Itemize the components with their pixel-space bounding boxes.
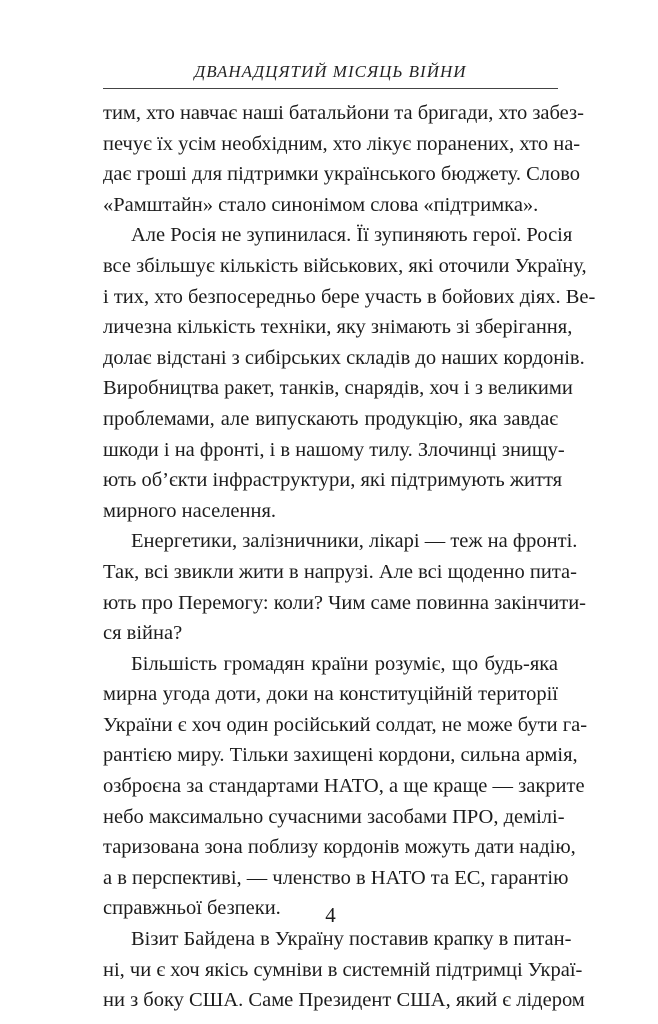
text-line: таризована зона поблизу кордонів можуть дати надію, <box>103 836 576 859</box>
text-line: Так, всі звикли жити в напрузі. Але всі щоденно пита- <box>103 560 577 583</box>
text-line: печує їх усім необхідним, хто лікує поранених, хто на- <box>103 132 581 155</box>
text-line: рантією миру. Тільки захищені кордони, сильна армія, <box>103 744 578 767</box>
text-line: долає відстані з сибірських складів до наших кордонів. <box>103 346 585 369</box>
paragraph <box>103 649 588 924</box>
paragraph <box>103 924 585 1016</box>
text-line: Енергетики, залізничники, лікарі — теж на фронті. <box>131 530 578 553</box>
text-line: ють про Перемогу: коли? Чим саме повинна закінчити- <box>103 591 587 614</box>
text-line: мирного населення. <box>103 499 277 522</box>
text-line: України є хоч один російський солдат, не може бути га- <box>103 713 588 736</box>
text-line: Більшість громадян країни розуміє, що будь-яка <box>131 652 558 675</box>
header-rule <box>103 88 558 89</box>
paragraph <box>103 526 587 648</box>
text-line: Але Росія не зупинилася. Її зупиняють герої. Росія <box>131 224 573 247</box>
paragraph <box>103 220 596 526</box>
text-line: шкоди і на фронті, і в нашому тилу. Злочинці знищу- <box>103 438 565 461</box>
text-line: личезна кількість техніки, яку знімають зі зберігання, <box>103 316 573 339</box>
text-line: небо максимально сучасними засобами ПРО, демілі- <box>103 805 565 828</box>
text-line: «Рамштайн» стало синонімом слова «підтримка». <box>103 193 539 216</box>
text-line: Візит Байдена в Україну поставив крапку в питан- <box>131 928 572 951</box>
text-line: проблемами, але випускають продукцію, яка завдає <box>103 407 558 430</box>
text-line: ся війна? <box>103 622 183 645</box>
text-line: дає гроші для підтримки українського бюджету. Слово <box>103 163 581 186</box>
running-header: ДВАНАДЦЯТИЙ МІСЯЦЬ ВІЙНИ <box>194 62 467 81</box>
body-text <box>103 98 596 1016</box>
text-line: справжньої безпеки. <box>103 897 281 920</box>
text-line: все збільшує кількість військових, які оточили Україну, <box>103 254 587 277</box>
text-line: озброєна за стандартами НАТО, а ще краще — закрите <box>103 775 585 798</box>
text-line: і тих, хто безпосередньо бере участь в бойових діях. Ве- <box>103 285 596 308</box>
text-line: а в перспективі, — членство в НАТО та ЕС, гарантію <box>103 866 569 889</box>
text-line: ни з боку США. Саме Президент США, який є лідером <box>103 989 585 1012</box>
page-number: 4 <box>325 903 336 927</box>
text-line: ні, чи є хоч якісь сумніви в системній підтримці Украї- <box>103 958 583 981</box>
text-line: Виробництва ракет, танків, снарядів, хоч і з великими <box>103 377 573 400</box>
text-line: тим, хто навчає наші батальйони та бригади, хто забез- <box>103 102 584 124</box>
paragraph <box>103 98 584 220</box>
text-line: мирна угода доти, доки на конституційній території <box>103 683 558 706</box>
text-line: ють об’єкти інфраструктури, які підтримують життя <box>103 469 563 492</box>
